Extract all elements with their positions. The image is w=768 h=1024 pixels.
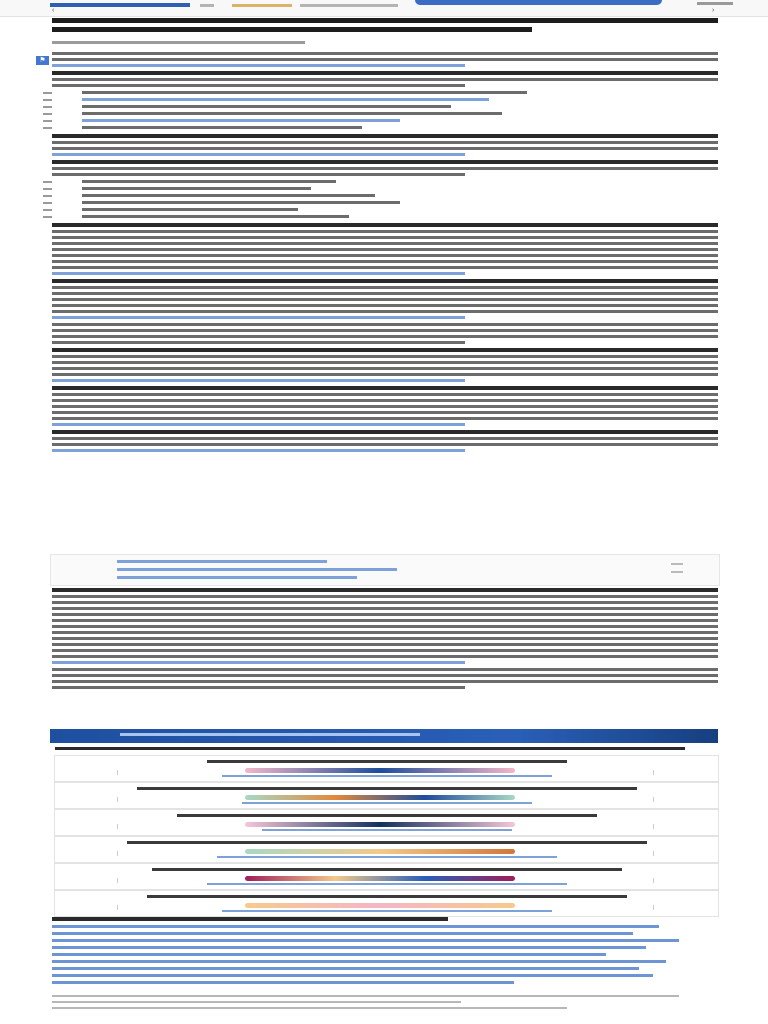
promo-card-graphic	[245, 795, 515, 800]
promo-card-link[interactable]	[222, 775, 552, 777]
site-title-link[interactable]	[50, 3, 190, 7]
list-item	[82, 105, 451, 108]
paragraph-11	[52, 588, 718, 664]
paragraph-7	[52, 323, 718, 344]
promo-card-graphic	[245, 876, 515, 881]
promo-card[interactable]	[54, 836, 719, 863]
footer-line	[52, 1007, 567, 1009]
list-item[interactable]	[82, 119, 400, 122]
promo-card-heading	[147, 895, 627, 898]
list-marker	[43, 127, 52, 129]
list-item	[82, 112, 502, 115]
list-marker	[43, 202, 52, 204]
promo-card[interactable]	[54, 890, 719, 917]
link-list-item[interactable]	[52, 960, 666, 963]
promo-card-graphic	[245, 768, 515, 773]
bullet-list-1	[82, 91, 718, 129]
list-item	[82, 180, 336, 183]
top-bar	[0, 0, 768, 17]
page-title	[52, 18, 718, 38]
divider	[117, 905, 118, 910]
divider	[653, 770, 654, 775]
nav-link-2[interactable]	[232, 4, 292, 7]
divider	[653, 797, 654, 802]
promo-card-heading	[177, 814, 597, 817]
list-marker	[43, 209, 52, 211]
divider	[653, 905, 654, 910]
link-list-heading	[52, 917, 448, 921]
divider	[653, 878, 654, 883]
cards-title	[55, 747, 685, 750]
list-item	[82, 187, 311, 190]
link-list-item[interactable]	[52, 932, 633, 935]
related-link[interactable]	[117, 568, 397, 571]
paragraph-9	[52, 386, 718, 426]
list-item	[82, 201, 400, 204]
arrow-icon	[671, 563, 683, 565]
list-marker	[43, 216, 52, 218]
list-marker	[43, 195, 52, 197]
promo-card-graphic	[245, 822, 515, 827]
list-item	[82, 126, 362, 129]
list-item[interactable]	[82, 98, 489, 101]
list-marker	[43, 181, 52, 183]
divider	[117, 797, 118, 802]
list-marker	[43, 120, 52, 122]
promo-card-link[interactable]	[217, 856, 557, 858]
related-links-box	[50, 554, 720, 586]
promo-card-link[interactable]	[222, 910, 552, 912]
promo-card-heading	[137, 787, 637, 790]
divider	[117, 824, 118, 829]
link-list-item[interactable]	[52, 953, 606, 956]
footer	[52, 995, 712, 1013]
footer-line	[52, 1001, 461, 1003]
link-list-item[interactable]	[52, 974, 653, 977]
paragraph-2	[52, 71, 718, 87]
link-list-item[interactable]	[52, 939, 679, 942]
divider	[117, 878, 118, 883]
promo-card-link[interactable]	[207, 883, 567, 885]
chevron-right-icon[interactable]: ›	[712, 7, 715, 14]
list-marker	[43, 188, 52, 190]
divider	[117, 770, 118, 775]
article-body-continued	[52, 588, 718, 693]
promo-card-graphic	[245, 903, 515, 908]
arrow-icon	[671, 571, 683, 573]
bullet-list-2	[82, 180, 718, 218]
list-marker	[43, 99, 52, 101]
paragraph-3	[52, 134, 718, 156]
promo-card-link[interactable]	[242, 802, 532, 804]
promo-banner[interactable]	[50, 729, 718, 743]
link-list-item[interactable]	[52, 967, 639, 970]
related-link[interactable]	[117, 576, 357, 579]
byline	[52, 41, 718, 47]
divider	[653, 851, 654, 856]
chevron-left-icon[interactable]: ‹	[52, 7, 55, 14]
list-item	[82, 215, 349, 218]
link-list-item[interactable]	[52, 981, 514, 984]
paragraph-6	[52, 279, 718, 319]
list-marker	[43, 92, 52, 94]
paragraph-5	[52, 223, 718, 275]
account-link[interactable]	[697, 2, 733, 5]
list-item	[82, 91, 527, 94]
paragraph-12	[52, 668, 718, 689]
promo-card[interactable]	[54, 863, 719, 890]
nav-link-1[interactable]	[200, 4, 214, 7]
link-list-item[interactable]	[52, 946, 646, 949]
list-item	[82, 208, 298, 211]
link-list-item[interactable]	[52, 925, 659, 928]
divider	[653, 824, 654, 829]
link-list	[52, 917, 712, 988]
list-marker	[43, 113, 52, 115]
cta-button[interactable]	[415, 0, 662, 5]
paragraph-10	[52, 430, 718, 452]
bookmark-icon[interactable]: ⚑	[36, 56, 49, 65]
promo-card[interactable]	[54, 809, 719, 836]
divider	[117, 851, 118, 856]
paragraph-8	[52, 348, 718, 382]
paragraph-1	[52, 52, 718, 67]
footer-line	[52, 995, 679, 997]
list-marker	[43, 106, 52, 108]
promo-card-heading	[207, 760, 567, 763]
list-item	[82, 194, 375, 197]
related-link[interactable]	[117, 560, 327, 563]
promo-card-heading	[127, 841, 647, 844]
promo-card[interactable]	[54, 755, 719, 782]
promo-card-heading	[152, 868, 622, 871]
promo-card-link[interactable]	[262, 829, 512, 831]
nav-link-3[interactable]	[300, 4, 398, 7]
paragraph-4	[52, 160, 718, 176]
promo-card[interactable]	[54, 782, 719, 809]
promo-card-graphic	[245, 849, 515, 854]
article-body	[52, 18, 718, 456]
